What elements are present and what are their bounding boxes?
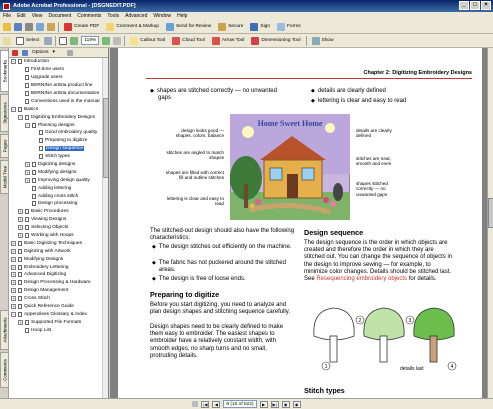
intro-paragraph: The stitched-out design should also have the following characteristics: xyxy=(150,228,295,242)
tools-toolbar xyxy=(0,34,493,48)
bookmark-label: Design processing xyxy=(38,201,78,207)
bookmark-item[interactable] xyxy=(9,303,108,311)
bookmark-label: Viewing Designs xyxy=(31,217,67,223)
bookmark-item[interactable] xyxy=(9,318,108,326)
bookmark-label: Advanced Digitizing xyxy=(24,272,67,278)
bookmark-label: BERNINA artista documentation xyxy=(31,91,100,96)
dimension-icon xyxy=(251,37,259,45)
expand-icon[interactable]: + xyxy=(12,288,15,294)
bookmark-label: Cross Stitch xyxy=(24,296,50,302)
open-icon[interactable] xyxy=(3,23,11,31)
callout-details-defined: details are clearly defined xyxy=(356,128,392,139)
secure-button[interactable] xyxy=(216,21,245,32)
next-page-button[interactable]: ▶ xyxy=(260,401,268,408)
send-review-button[interactable] xyxy=(164,21,213,32)
bookmark-label: Hoop List xyxy=(31,327,52,333)
list-item-text: ◆ The design stitches out efficiently on the machine. xyxy=(158,244,292,250)
bookmark-page-icon xyxy=(32,186,36,191)
bookmark-page-icon xyxy=(18,249,22,254)
expand-icon[interactable]: + xyxy=(12,264,15,270)
bookmark-page-icon xyxy=(18,304,22,309)
step-4-label: 4 xyxy=(450,364,454,370)
bookmark-item[interactable] xyxy=(9,263,108,271)
comment-markup-label: Comment & Markup xyxy=(116,24,159,29)
select-button[interactable] xyxy=(14,35,41,46)
bookmark-item[interactable] xyxy=(9,113,108,121)
callout-shapes-filled: shapes are filled with correct fill and outline stitches xyxy=(165,170,224,181)
expand-icon[interactable]: + xyxy=(19,209,22,215)
cursor-icon xyxy=(16,37,24,45)
bookmark-item[interactable] xyxy=(9,82,108,90)
page-number-value: 8 (10 of 522) xyxy=(226,401,254,407)
list-item-cont: gaps xyxy=(158,95,172,101)
hand-icon[interactable] xyxy=(3,37,11,45)
bookmark-item[interactable] xyxy=(9,216,108,224)
cloud-label: Cloud Tool xyxy=(182,38,205,43)
bookmark-item[interactable] xyxy=(9,295,108,303)
heading-preparing: Preparing to digitize xyxy=(150,290,220,299)
callout-lettering: lettering is clear and easy to read xyxy=(166,196,224,207)
bookmark-label: Stitch types xyxy=(45,154,70,160)
collapse-icon[interactable]: − xyxy=(12,106,15,112)
tab-model-tree[interactable] xyxy=(0,160,9,194)
chapter-header: Chapter 2: Digitizing Embroidery Designs xyxy=(363,70,472,76)
file-toolbar xyxy=(0,20,493,34)
arrow-icon xyxy=(212,37,220,45)
zoom-in-icon[interactable] xyxy=(102,37,110,45)
bookmarks-tree xyxy=(9,58,108,334)
bookmark-page-icon xyxy=(18,312,22,317)
forms-button[interactable] xyxy=(275,21,303,32)
bookmark-label: Design sequence xyxy=(46,146,84,152)
zoom-icon[interactable] xyxy=(44,37,52,45)
expand-icon[interactable]: + xyxy=(12,248,15,254)
menu-file[interactable]: File xyxy=(3,13,12,19)
bookmark-item[interactable] xyxy=(9,168,108,176)
bookmark-item[interactable] xyxy=(9,271,108,279)
page-size-icon xyxy=(192,401,198,407)
navigation-tabs xyxy=(0,48,9,398)
list-item-text: ◆ lettering is clear and easy to read xyxy=(317,98,407,104)
scrollbar-thumb[interactable] xyxy=(488,198,493,228)
bookmark-page-icon xyxy=(25,217,29,222)
minimize-button[interactable]: _ xyxy=(459,1,469,10)
house-stitched-text: Home Sweet Home xyxy=(257,119,323,128)
collapse-icon[interactable]: − xyxy=(19,114,22,120)
bookmark-item[interactable] xyxy=(9,145,108,153)
bookmark-label: Conventions used in the manual xyxy=(31,98,100,104)
bookmark-item[interactable] xyxy=(9,74,108,82)
chevron-down-icon[interactable]: ▾ xyxy=(52,50,55,55)
collapse-icon[interactable]: − xyxy=(12,59,15,65)
bookmark-page-icon xyxy=(39,146,43,151)
callout-stitches-neat: stitches are neat, smooth and even xyxy=(356,156,392,167)
bookmark-page-icon xyxy=(18,288,22,293)
bookmark-item[interactable] xyxy=(9,105,108,113)
menu-comments[interactable]: Comments xyxy=(77,13,102,19)
toolbar-separator xyxy=(124,36,125,46)
tab-comments[interactable] xyxy=(0,352,9,388)
select-label: Select xyxy=(26,38,40,43)
bookmark-label: Modifying Designs xyxy=(24,256,64,262)
bookmark-label: Embroidery Lettering xyxy=(24,264,69,270)
bookmark-item[interactable] xyxy=(9,176,108,184)
bookmark-item[interactable] xyxy=(9,184,108,192)
expand-icon[interactable]: + xyxy=(26,177,29,183)
bookmark-page-icon xyxy=(18,272,22,277)
bookmark-label: Digitizing with Artwork xyxy=(24,248,71,254)
menu-help[interactable]: Help xyxy=(177,13,188,19)
tree-sequence-image xyxy=(304,300,464,374)
bookmark-label: Adding cross stitch xyxy=(38,193,79,199)
bookmark-item[interactable] xyxy=(9,279,108,287)
step-1-label: 1 xyxy=(324,364,328,370)
list-item xyxy=(311,88,386,95)
show-icon xyxy=(312,37,320,45)
bookmark-label: Good embroidery quality xyxy=(45,130,98,136)
bookmark-page-icon xyxy=(18,280,22,285)
expand-icon[interactable]: + xyxy=(12,304,15,310)
bookmarks-header xyxy=(9,48,108,58)
bookmark-item[interactable] xyxy=(9,247,108,255)
bookmark-item[interactable] xyxy=(9,192,108,200)
status-bar xyxy=(0,398,493,409)
bookmark-page-icon xyxy=(18,241,22,246)
callout-design-looks-good: design looks good — shapes, colors, balance xyxy=(175,128,224,139)
arrow-label: Arrow Tool xyxy=(221,38,245,43)
embroidery-house-image xyxy=(230,114,350,220)
bookmark-item[interactable] xyxy=(9,255,108,263)
acrobat-icon xyxy=(3,3,10,10)
expand-icon[interactable]: + xyxy=(19,217,22,223)
zoom-out-icon[interactable] xyxy=(70,37,78,45)
expand-bookmark-icon[interactable] xyxy=(67,50,73,56)
next-view-button[interactable]: ◉ xyxy=(293,401,301,408)
sign-button[interactable] xyxy=(248,21,272,32)
bookmark-page-icon xyxy=(39,138,43,143)
save-icon[interactable] xyxy=(14,23,22,31)
tab-model-tree-label: Model Tree xyxy=(2,165,7,189)
toolbar-separator xyxy=(58,22,59,32)
bookmark-label: Quick Reference Guide xyxy=(24,304,74,310)
dimensioning-label: Dimensioning Tool xyxy=(261,38,301,43)
bookmark-label: Appendixes Glossary & Index xyxy=(24,311,87,317)
bookmark-page-icon xyxy=(32,123,36,128)
expand-icon[interactable]: + xyxy=(19,319,22,325)
list-item-text: ◆ The fabric has not puckered around the stitched areas. xyxy=(158,260,286,274)
forms-label: Forms xyxy=(287,24,301,29)
bookmark-page-icon xyxy=(18,107,22,112)
bookmark-page-icon xyxy=(32,194,36,199)
bookmark-page-icon xyxy=(25,75,29,80)
step-3-label: 3 xyxy=(408,318,412,324)
document-scrollbar[interactable] xyxy=(487,48,493,398)
dimensioning-tool-button[interactable] xyxy=(249,35,302,46)
menu-advanced[interactable]: Advanced xyxy=(125,13,148,19)
callout-tool-button[interactable] xyxy=(128,35,167,46)
fit-page-icon[interactable] xyxy=(113,37,121,45)
bookmark-item[interactable] xyxy=(9,311,108,319)
bookmark-page-icon xyxy=(25,83,29,88)
scrollbar-thumb[interactable] xyxy=(103,98,109,178)
bookmark-item[interactable] xyxy=(9,224,108,232)
heading-stitch-types: Stitch types xyxy=(304,386,345,395)
bookmarks-scrollbar[interactable] xyxy=(102,58,108,398)
list-item xyxy=(152,260,297,274)
bookmark-item[interactable] xyxy=(9,121,108,129)
bookmarks-panel xyxy=(9,48,109,398)
bookmark-item[interactable] xyxy=(9,129,108,137)
bookmark-label: Digitizing designs xyxy=(38,162,76,168)
expand-icon[interactable]: + xyxy=(19,225,22,231)
expand-icon[interactable]: + xyxy=(26,162,29,168)
bookmark-page-icon xyxy=(32,170,36,175)
maximize-button[interactable]: □ xyxy=(470,1,480,10)
expand-icon[interactable]: + xyxy=(12,240,15,246)
bookmark-label: Supported File Formats xyxy=(31,319,82,325)
bookmark-label: Adding lettering xyxy=(38,185,72,191)
list-item xyxy=(152,244,297,251)
page-icon[interactable] xyxy=(59,37,67,45)
bookmark-label: Introduction xyxy=(24,59,50,65)
prev-view-button[interactable]: ◉ xyxy=(282,401,290,408)
bookmark-item[interactable] xyxy=(9,66,108,74)
menu-tools[interactable]: Tools xyxy=(107,13,120,19)
bookmark-item[interactable] xyxy=(9,232,108,240)
bookmark-page-icon xyxy=(25,320,29,325)
bookmark-item[interactable] xyxy=(9,239,108,247)
callout-stitches-angled: stitches are angled to match shapes xyxy=(166,150,224,161)
create-pdf-button[interactable] xyxy=(62,21,101,32)
sequence-paragraph xyxy=(304,240,456,283)
toolbar-separator xyxy=(306,36,307,46)
bookmark-label: Selecting Objects xyxy=(31,225,69,231)
heading-design-sequence: Design sequence xyxy=(304,228,364,237)
bookmark-item[interactable] xyxy=(9,153,108,161)
tab-comments-label: Comments xyxy=(2,359,7,381)
list-item xyxy=(311,98,406,105)
bookmark-page-icon xyxy=(18,296,22,301)
secure-label: Secure xyxy=(228,24,244,29)
menu-window[interactable]: Window xyxy=(153,13,172,19)
callout-icon xyxy=(130,37,138,45)
bookmark-label: Planning designs xyxy=(38,122,75,128)
show-button[interactable] xyxy=(310,35,336,46)
zoom-field[interactable] xyxy=(81,36,99,45)
arrow-tool-button[interactable] xyxy=(210,35,247,46)
bookmark-item[interactable] xyxy=(9,161,108,169)
expand-icon[interactable]: + xyxy=(12,296,15,302)
prep-paragraph-2: Design shapes need to be clearly defined to make them easy to embroider. The easiest shapes to embroider have a relatively constant width, with smooth edges, no sharp turns and no small, protruding details. xyxy=(150,324,284,359)
bookmark-page-icon xyxy=(25,225,29,230)
details-last-label: details last xyxy=(400,366,424,372)
form-icon xyxy=(277,23,285,31)
tab-pages[interactable] xyxy=(0,134,9,158)
expand-icon[interactable]: + xyxy=(19,233,22,239)
bookmark-label: Improving design quality xyxy=(38,177,90,183)
bookmark-item[interactable] xyxy=(9,208,108,216)
expand-icon[interactable]: + xyxy=(12,256,15,262)
bookmark-label: Working with Hoops xyxy=(31,233,74,239)
callout-shapes-stitched: shapes stitched correctly — no unwanted gaps xyxy=(356,181,388,197)
toolbar-separator xyxy=(55,36,56,46)
zoom-value: 119% xyxy=(84,38,97,43)
bookmark-item[interactable] xyxy=(9,200,108,208)
bookmark-page-icon xyxy=(25,91,29,96)
show-label: Show xyxy=(321,38,334,43)
cloud-icon xyxy=(172,37,180,45)
bookmark-page-icon xyxy=(25,67,29,72)
step-2-label: 2 xyxy=(358,318,362,324)
bookmark-page-icon xyxy=(18,265,22,270)
menu-edit[interactable]: Edit xyxy=(17,13,26,19)
bookmark-page-icon xyxy=(18,257,22,262)
send-icon xyxy=(166,23,174,31)
sequence-text-end: for details. xyxy=(407,276,437,283)
bookmark-page-icon xyxy=(25,115,29,120)
comment-icon xyxy=(106,23,114,31)
cloud-tool-button[interactable] xyxy=(170,35,207,46)
list-item-text: ◆ shapes are stitched correctly — no unwanted xyxy=(156,88,277,94)
list-item-text: ◆ The design is free of loose ends. xyxy=(158,276,246,282)
bookmark-item[interactable] xyxy=(9,90,108,98)
menu-document[interactable]: Document xyxy=(48,13,72,19)
menu-bar xyxy=(0,12,493,20)
create-pdf-label: Create PDF xyxy=(74,24,100,29)
sign-label: Sign xyxy=(260,24,270,29)
bookmark-label: Design Processing & Hardware xyxy=(24,280,91,286)
document-view xyxy=(110,48,487,398)
bookmark-page-icon xyxy=(32,162,36,167)
tab-bookmarks[interactable] xyxy=(0,50,9,92)
bookmark-page-icon xyxy=(39,130,43,135)
print-icon[interactable] xyxy=(25,23,33,31)
list-item xyxy=(152,276,297,283)
bookmark-label: First-time users xyxy=(31,67,65,73)
expand-icon[interactable]: + xyxy=(12,272,15,278)
create-pdf-icon xyxy=(64,23,72,31)
tab-bookmarks-label: Bookmarks xyxy=(2,59,7,83)
sequence-text: The design sequence is the order in which objects are created and therefore the order in which they are stitched out. You can change the sequence of objects in the design to improve sewing — for example, to minimize color changes. Details should be stitched last. See xyxy=(304,240,453,283)
bookmark-page-icon xyxy=(25,99,29,104)
pdf-page xyxy=(118,48,482,398)
bookmark-item[interactable] xyxy=(9,97,108,105)
prep-paragraph-1: Before you start digitizing, you need to analyze and plan design shapes and stitching sequence carefully. xyxy=(150,302,290,316)
expand-icon[interactable]: + xyxy=(26,169,29,175)
send-review-label: Send for Review xyxy=(175,24,212,29)
callout-label: Callout Tool xyxy=(140,38,166,43)
bookmark-label: Upgrade users xyxy=(31,75,63,81)
tab-signatures[interactable] xyxy=(0,94,9,132)
options-menu[interactable]: Options xyxy=(32,50,49,55)
bookmark-label: Preparing to digitize xyxy=(45,138,88,144)
delete-bookmark-icon[interactable] xyxy=(12,50,18,56)
bookmark-item[interactable] xyxy=(9,137,108,145)
header-rule xyxy=(146,78,472,79)
search-icon[interactable] xyxy=(47,23,55,31)
comment-markup-button[interactable] xyxy=(104,21,161,32)
prev-page-button[interactable]: ◀ xyxy=(212,401,220,408)
title-bar xyxy=(0,0,493,12)
lock-icon xyxy=(218,23,226,31)
bookmark-page-icon xyxy=(25,209,29,214)
email-icon[interactable] xyxy=(36,23,44,31)
bookmark-label: Basic Procedures xyxy=(31,209,69,215)
bookmark-label: Digitizing Embroidery Designs xyxy=(31,114,95,120)
bookmark-item[interactable] xyxy=(9,287,108,295)
bookmark-label: BERNINA artista product line xyxy=(31,83,93,89)
tab-attachments[interactable] xyxy=(0,310,9,350)
tab-attachments-label: Attachments xyxy=(2,317,7,343)
bookmark-item[interactable] xyxy=(9,326,108,334)
bookmark-item[interactable] xyxy=(9,58,108,66)
bookmark-page-icon xyxy=(18,59,22,64)
pen-icon xyxy=(250,23,258,31)
last-page-button[interactable]: ▶| xyxy=(272,401,277,407)
bookmark-label: Modifying designs xyxy=(38,169,77,175)
window-title: Adobe Acrobat Professional - [DSGNEDIT.PDF] xyxy=(13,3,136,9)
page-number-field[interactable] xyxy=(223,400,256,408)
tab-pages-label: Pages xyxy=(2,139,7,153)
bookmark-label: Basic Digitizing Techniques xyxy=(24,240,83,246)
tab-signatures-label: Signatures xyxy=(2,102,7,124)
close-button[interactable]: × xyxy=(481,1,491,10)
collapse-icon[interactable]: − xyxy=(12,311,15,317)
bookmark-label: Basics xyxy=(24,106,39,112)
bookmark-page-icon xyxy=(39,154,43,159)
menu-view[interactable]: View xyxy=(31,13,43,19)
collapse-icon[interactable]: − xyxy=(26,122,29,128)
bookmark-page-icon xyxy=(25,328,29,333)
bookmark-page-icon xyxy=(32,201,36,206)
first-page-button[interactable]: |◀ xyxy=(203,401,208,407)
new-bookmark-icon[interactable] xyxy=(22,50,28,56)
bookmark-page-icon xyxy=(25,233,29,238)
resequencing-link[interactable]: Resequencing embroidery objects xyxy=(316,276,408,283)
bookmark-page-icon xyxy=(32,178,36,183)
bookmark-label: Design Management xyxy=(24,288,69,294)
list-item-text: ◆ details are clearly defined xyxy=(317,88,386,94)
expand-icon[interactable]: + xyxy=(12,280,15,286)
